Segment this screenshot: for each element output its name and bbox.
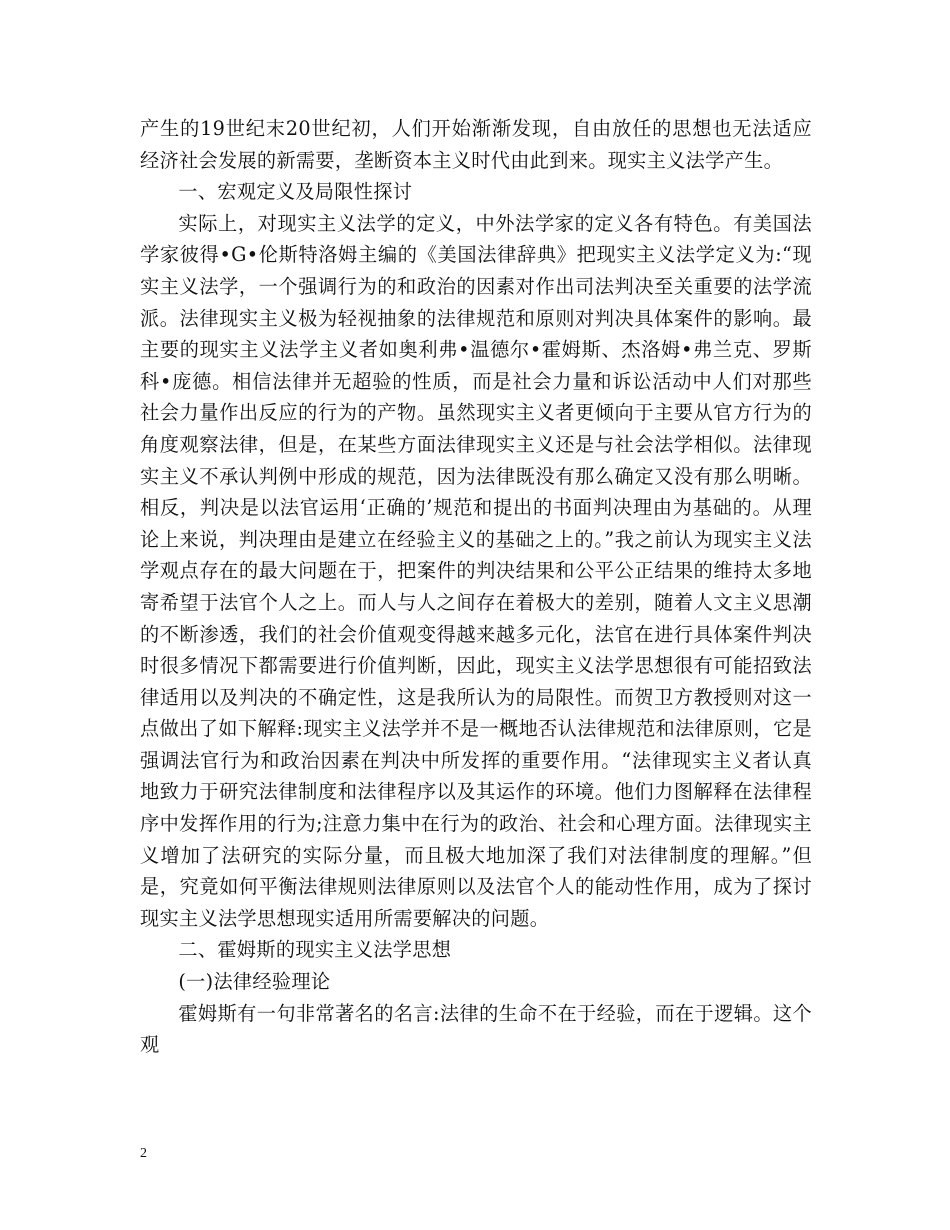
subsection-heading: (一)法律经验理论 xyxy=(178,970,331,994)
document-body xyxy=(140,113,812,1061)
paragraph-definition: 实际上，对现实主义法学的定义，中外法学家的定义各有特色。有美国法学家彼得•G•伦斯特洛姆主编的《美国法律辞典》把现实主义法学定义为:“现实主义法学，一个强调行为的和政治的因素对作出司法判决至关重要的法学流派。法律现实主义极为轻视抽象的法律规范和原则对判决具体案件的影响。最主要的现实主义法学主义者如奥利弗•温德尔•霍姆斯、杰洛姆•弗兰克、罗斯科•庞德。相信法律并无超验的性质，而是社会力量和诉讼活动中人们对那些社会力量作出反应的行为的产物。虽然现实主义者更倾向于主要从官方行为的角度观察法律，但是，在某些方面法律现实主义还是与社会法学相似。法律现实主义不承认判例中形成的规范，因为法律既没有那么确定又没有那么明晰。相反，判决是以法官运用‘正确的’规范和提出的书面判决理由为基础的。从理论上来说，判决理由是建立在经验主义的基础之上的。”我之前认为现实主义法学观点存在的最大问题在于，把案件的判决结果和公平公正结果的维持太多地寄希望于法官个人之上。而人与人之间存在着极大的差别，随着人文主义思潮的不断渗透，我们的社会价值观变得越来越多元化，法官在进行具体案件判决时很多情况下都需要进行价值判断，因此，现实主义法学思想很有可能招致法律适用以及判决的不确定性，这是我所认为的局限性。而贺卫方教授则对这一点做出了如下解释:现实主义法学并不是一概地否认法律规范和法律原则，它是强调法官行为和政治因素在判决中所发挥的重要作用。“法律现实主义者认真地致力于研究法律制度和法律程序以及其运作的环境。他们力图解释在法律程序中发挥作用的行为;注意力集中在行为的政治、社会和心理方面。法律现实主义增加了法研究的实际分量，而且极大地加深了我们对法律制度的理解。”但是，究竟如何平衡法律规则法律原则以及法官个人的能动性作用，成为了探讨现实主义法学思想现实适用所需要解决的问题。 xyxy=(140,211,812,930)
section-heading-2: 二、霍姆斯的现实主义法学思想 xyxy=(178,938,452,962)
paragraph-holmes: 霍姆斯有一句非常著名的名言:法律的生命不在于经验，而在于逻辑。这个观 xyxy=(140,1001,812,1057)
paragraph-continuation: 产生的19世纪末20世纪初，人们开始渐渐发现，自由放任的思想也无法适应经济社会发展的新需要，垄断资本主义时代由此到来。现实主义法学产生。 xyxy=(140,117,812,172)
section-heading-1: 一、宏观定义及局限性探讨 xyxy=(178,180,413,204)
page-number: 2 xyxy=(140,1146,147,1161)
